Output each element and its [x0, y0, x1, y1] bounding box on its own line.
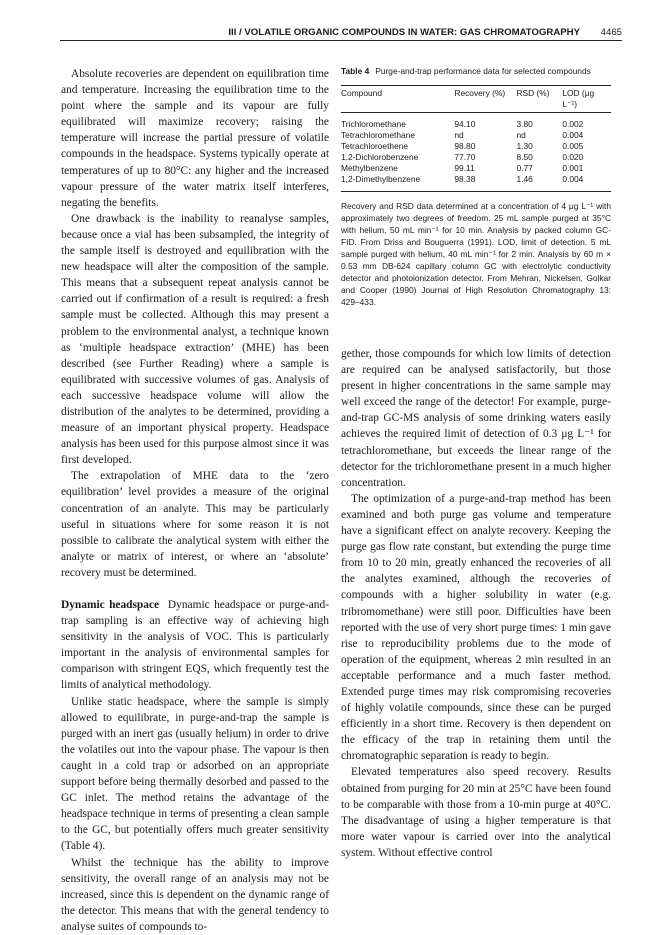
table-cell: 1.30	[516, 141, 533, 151]
table-cell: Tetrachloroethene	[341, 141, 409, 151]
table-caption	[341, 66, 611, 77]
table-cell: 77.70	[454, 152, 476, 162]
data-table	[341, 85, 611, 192]
table-cell: 1.46	[516, 174, 562, 192]
table-cell: 1,2-Dimethylbenzene	[341, 174, 454, 192]
paragraph: One drawback is the inability to reanalyse samples, because once a vial has been subsampled, the integrity of the sample itself is destroyed and equilibration with the new headspace will alter the composition of the sample. This means that a subsequent repeat analysis cannot be carried out if confirmation of a result is required: a fresh sample must be collected. Although this may present a problem to the environmental analyst, a technique known as ‘multiple headspace extraction’ (MHE) has been described (see Further Reading) where a sample is equilibrated with successive volumes of gas. Analysis of each successive headspace volume will allow the distribution of the analytes to be determined, providing a measure of an important physical property. Headspace analysis has been used for this purpose almost since it was first developed.	[61, 212, 329, 467]
table-label: Table 4	[341, 66, 370, 76]
table-cell: 98.80	[454, 141, 476, 151]
table-row	[341, 130, 611, 141]
table-cell: Methylbenzene	[341, 163, 398, 173]
table-cell: 0.77	[516, 163, 533, 173]
table-caption-text: Purge-and-trap performance data for selected compounds	[375, 66, 591, 76]
table-row	[341, 174, 611, 192]
table-cell: 0.004	[562, 174, 611, 192]
right-column	[341, 346, 611, 861]
paragraph-text: Dynamic headspace or purge-and-trap sampling is an effective way of achieving high sensitivity in the analysis of VOC. This is particularly important in the analysis of environmental samples for comparison with stringent EQS, which frequently test the limits of analytical methodology.	[61, 599, 329, 692]
table-cell: 0.004	[562, 130, 584, 140]
table-cell: 99.11	[454, 163, 475, 173]
table-cell: 1,2-Dichlorobenzene	[341, 152, 419, 162]
table-header-row	[341, 86, 611, 113]
table-cell: 3.80	[516, 119, 533, 129]
table-cell: 0.005	[562, 141, 584, 151]
paragraph: Unlike static headspace, where the sample is simply allowed to equilibrate, in purge-and-trap the sample is purged with an inert gas (usually helium) in order to drive the volatiles out into the vapour phase. The vapour is then caught in a cold trap or adsorbed on an appropriate support before being thermally desorbed and passed to the GC inlet. The method retains the advantage of the headspace technique in terms of presenting a clean sample to the GC, but potentially offers much greater sensitivity (Table 4).	[61, 695, 329, 853]
table-cell: 0.001	[562, 163, 584, 173]
column-header: Compound	[341, 86, 454, 113]
table-footnote: Recovery and RSD data determined at a concentration of 4 μg L⁻¹ with approximately two degrees of freedom. 25 mL sample purged at 35°C with helium, 50 mL min⁻¹ for 10 min. Analysis by packed column GC-FID. From Driss and Bouguerra (1991). LOD, limit of detection. 5 mL sample purged with helium, 40 mL min⁻¹ for 2 min. Analysis by 60 m × 0.53 mm DB-624 capillary column GC with electrolytic conductivity detector and photoionization detector. From Mehran, Nickelsen, Golkar and Cooper (1990) Journal of High Resolution Chromatography 13: 429–433.	[341, 201, 611, 307]
table-cell: Trichloromethane	[341, 119, 406, 129]
column-header: RSD (%)	[516, 86, 562, 113]
paragraph: gether, those compounds for which low limits of detection are required can be analysed satisfactorily, but those present in higher concentrations in the same sample may well exceed the range of the detector! For example, purge-and-trap GC-MS analysis of some drinking waters easily achieves the required limit of detection of 0.3 μg L⁻¹ for tetrachloromethane, but exceeds the linear range of the detector for the trichloromethane present in a much higher concentration.	[341, 348, 611, 489]
table-row	[341, 141, 611, 152]
paragraph: The optimization of a purge-and-trap method has been examined and both purge gas volume and temperature have a significant effect on analyte recovery. Keeping the purge gas flow rate constant, but extending the purge time from 10 to 20 min, greatly enhanced the recoveries of all the analytes examined, although the recoveries of compounds with a higher solubility in water (e.g. tribromomethane) were still poor. Difficulties have been reported with the use of very short purge times: 1 min gave rise to reproducibility problems due to the mode of operation of the equipment, whereas 2 min resulted in an acceptable performance and a much faster method. Extended purge times may risk compromising recoveries of highly volatile compounds, since these can be purged efficiently in a short time. Recovery is then dependent on the efficacy of the trap in retaining them until the chromatographic separation is ready to begin.	[341, 492, 611, 763]
running-title: III / VOLATILE ORGANIC COMPOUNDS IN WATER: GAS CHROMATOGRAPHY	[228, 27, 580, 38]
column-header: LOD (μg L⁻¹)	[562, 86, 611, 113]
table-row	[341, 152, 611, 163]
column-header: Recovery (%)	[454, 86, 516, 113]
paragraph: Whilst the technique has the ability to improve sensitivity, the overall range of an analysis may not be increased, since this is dependent on the dynamic range of the detector. This means that with the general tendency to analyse suites of compounds to-	[61, 856, 329, 933]
paragraph: The extrapolation of MHE data to the ‘zero equilibration’ level provides a measure of the original concentration of an analyte. This may be particularly useful in situations where for some reason it is not possible to calibrate the analytical system with either the analyte or matrix of interest, or where an ‘absolute’ recovery must be determined.	[61, 470, 329, 579]
table-row	[341, 163, 611, 174]
paragraph: Elevated temperatures also speed recovery. Results obtained from purging for 20 min at 25°C have been found to be comparable with those from a 10-min purge at 40°C. The disadvantage of using a higher temperature is that more water vapour is carried over into the analytical system. Without effective control	[341, 766, 611, 859]
table-row	[341, 113, 611, 131]
table-cell: nd	[454, 130, 464, 140]
left-column	[61, 66, 329, 935]
table-4	[341, 66, 611, 308]
table-cell: 94.10	[454, 119, 476, 129]
table-cell: 8.50	[516, 152, 533, 162]
running-header	[60, 24, 622, 41]
paragraph: Absolute recoveries are dependent on equilibration time and temperature. Increasing the equilibration time to the point where the sample and its vapour are fully equilibrated will maximize recovery; raising the temperature will increase the partial pressure of volatile compounds in the headspace. Systems typically operate at temperatures of up to 80°C: any higher and the increased vapour pressure of the water matrix itself interferes, negating the benefits.	[61, 68, 329, 209]
table-cell: nd	[516, 130, 526, 140]
table-cell: Tetrachloromethane	[341, 130, 416, 140]
paragraph-with-subheading	[61, 597, 329, 694]
table-cell: 0.002	[562, 119, 584, 129]
table-cell: 0.020	[562, 152, 584, 162]
subheading-dynamic-headspace: Dynamic headspace	[61, 599, 160, 611]
table-cell: 98.38	[454, 174, 516, 192]
page-number: 4465	[600, 27, 622, 38]
